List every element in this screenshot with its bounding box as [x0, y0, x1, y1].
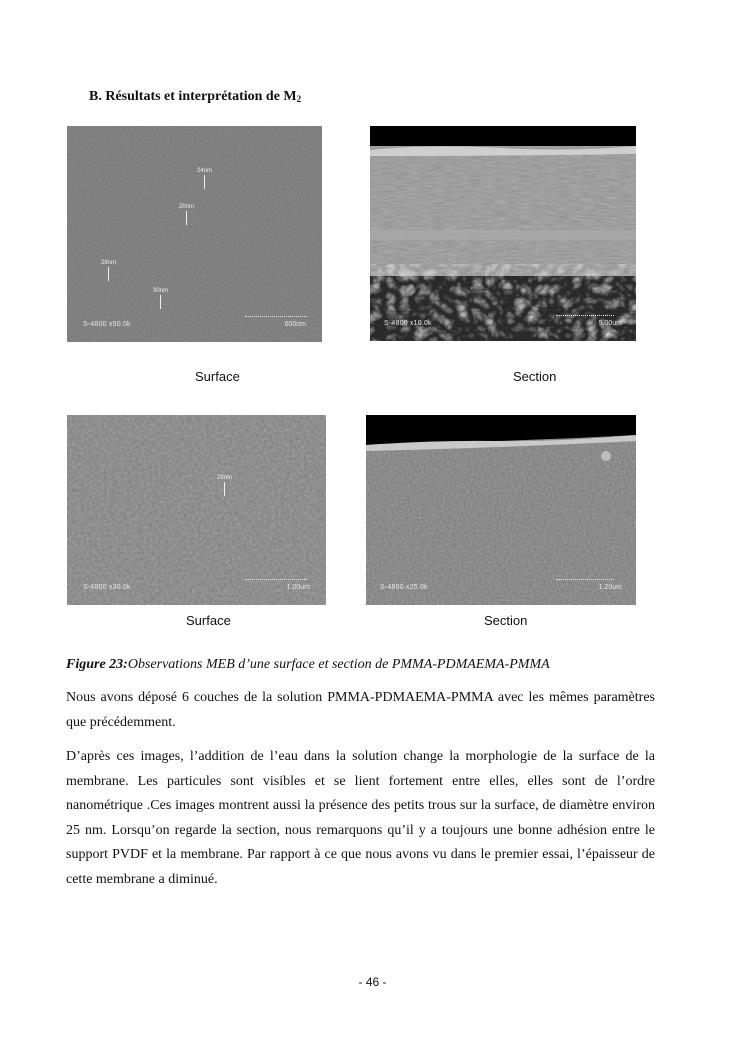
size-marker — [101, 260, 116, 281]
sem-image-surface-2 — [67, 415, 326, 605]
size-marker-label: 24nm — [197, 168, 213, 174]
scale-bar — [245, 316, 307, 320]
size-marker-bar — [204, 175, 205, 189]
size-marker-bar — [108, 267, 109, 281]
sem-info-text: S-4800 x50.0k — [83, 321, 131, 328]
size-marker-label: 20nm — [179, 204, 195, 210]
size-marker-label: 29nm — [217, 475, 233, 481]
image-label-section-2: Section — [484, 613, 528, 628]
sem-surface-texture-2 — [67, 415, 326, 605]
scale-label: 5.00um — [598, 320, 622, 327]
scale-bar — [245, 579, 307, 583]
image-label-section-1: Section — [513, 369, 557, 384]
sem-section-texture-2 — [366, 415, 636, 605]
paragraph-2: D’après ces images, l’addition de l’eau dans la solution change la morphologie de la surface de la membrane. Les particules sont visibles et se lient fortement entre elles, elles sont de l’ordre nanométrique .Ces images montrent aussi la présence des petits trous sur la surface, de diamètre environ 25 nm. Lorsqu’on regarde la section, nous remarquons qu’il y a toujours une bonne adhésion entre le support PVDF et la membrane. Par rapport à ce que nous avons vu dans le premier essai, l’épaisseur de cette membrane a diminué. — [66, 749, 655, 887]
size-marker — [197, 168, 212, 189]
size-marker-bar — [224, 482, 225, 496]
sem-info-text: S-4800 x25.0k — [380, 584, 428, 591]
sem-image-section-2 — [366, 415, 636, 605]
section-heading-subscript: 2 — [296, 94, 302, 104]
size-marker-label: 30nm — [153, 288, 169, 294]
scale-label: 1.00um — [286, 584, 310, 591]
scale-bar — [556, 579, 614, 583]
size-marker — [179, 204, 194, 225]
size-marker-bar — [160, 295, 161, 309]
sem-info-text: S-4800 x30.0k — [83, 584, 131, 591]
page-number: - 46 - — [358, 975, 387, 989]
size-marker-label: 28nm — [101, 260, 117, 266]
sem-info-text: S-4800 x10.0k — [384, 320, 432, 327]
image-label-surface-2: Surface — [186, 613, 231, 628]
scale-label: 600nm — [284, 321, 306, 328]
size-marker — [153, 288, 168, 309]
figure-number: Figure 23: — [66, 657, 128, 672]
section-heading-text: B. Résultats et interprétation de M — [89, 89, 297, 104]
section-heading — [89, 89, 301, 105]
sem-section-texture-1 — [370, 126, 636, 341]
paragraph-1: Nous avons déposé 6 couches de la solution PMMA-PDMAEMA-PMMA avec les mêmes paramètres que précédemment. — [66, 690, 655, 730]
image-label-surface-1: Surface — [195, 369, 240, 384]
sem-image-section-1 — [370, 126, 636, 341]
figure-caption — [66, 657, 550, 673]
size-marker-bar — [186, 211, 187, 225]
size-marker — [217, 475, 232, 496]
sem-image-surface-1 — [67, 126, 322, 342]
figure-caption-text: Observations MEB d’une surface et section de PMMA-PDMAEMA-PMMA — [127, 657, 550, 672]
scale-label: 1.20um — [598, 584, 622, 591]
scale-bar — [556, 315, 614, 319]
sem-surface-texture-1 — [67, 126, 322, 342]
